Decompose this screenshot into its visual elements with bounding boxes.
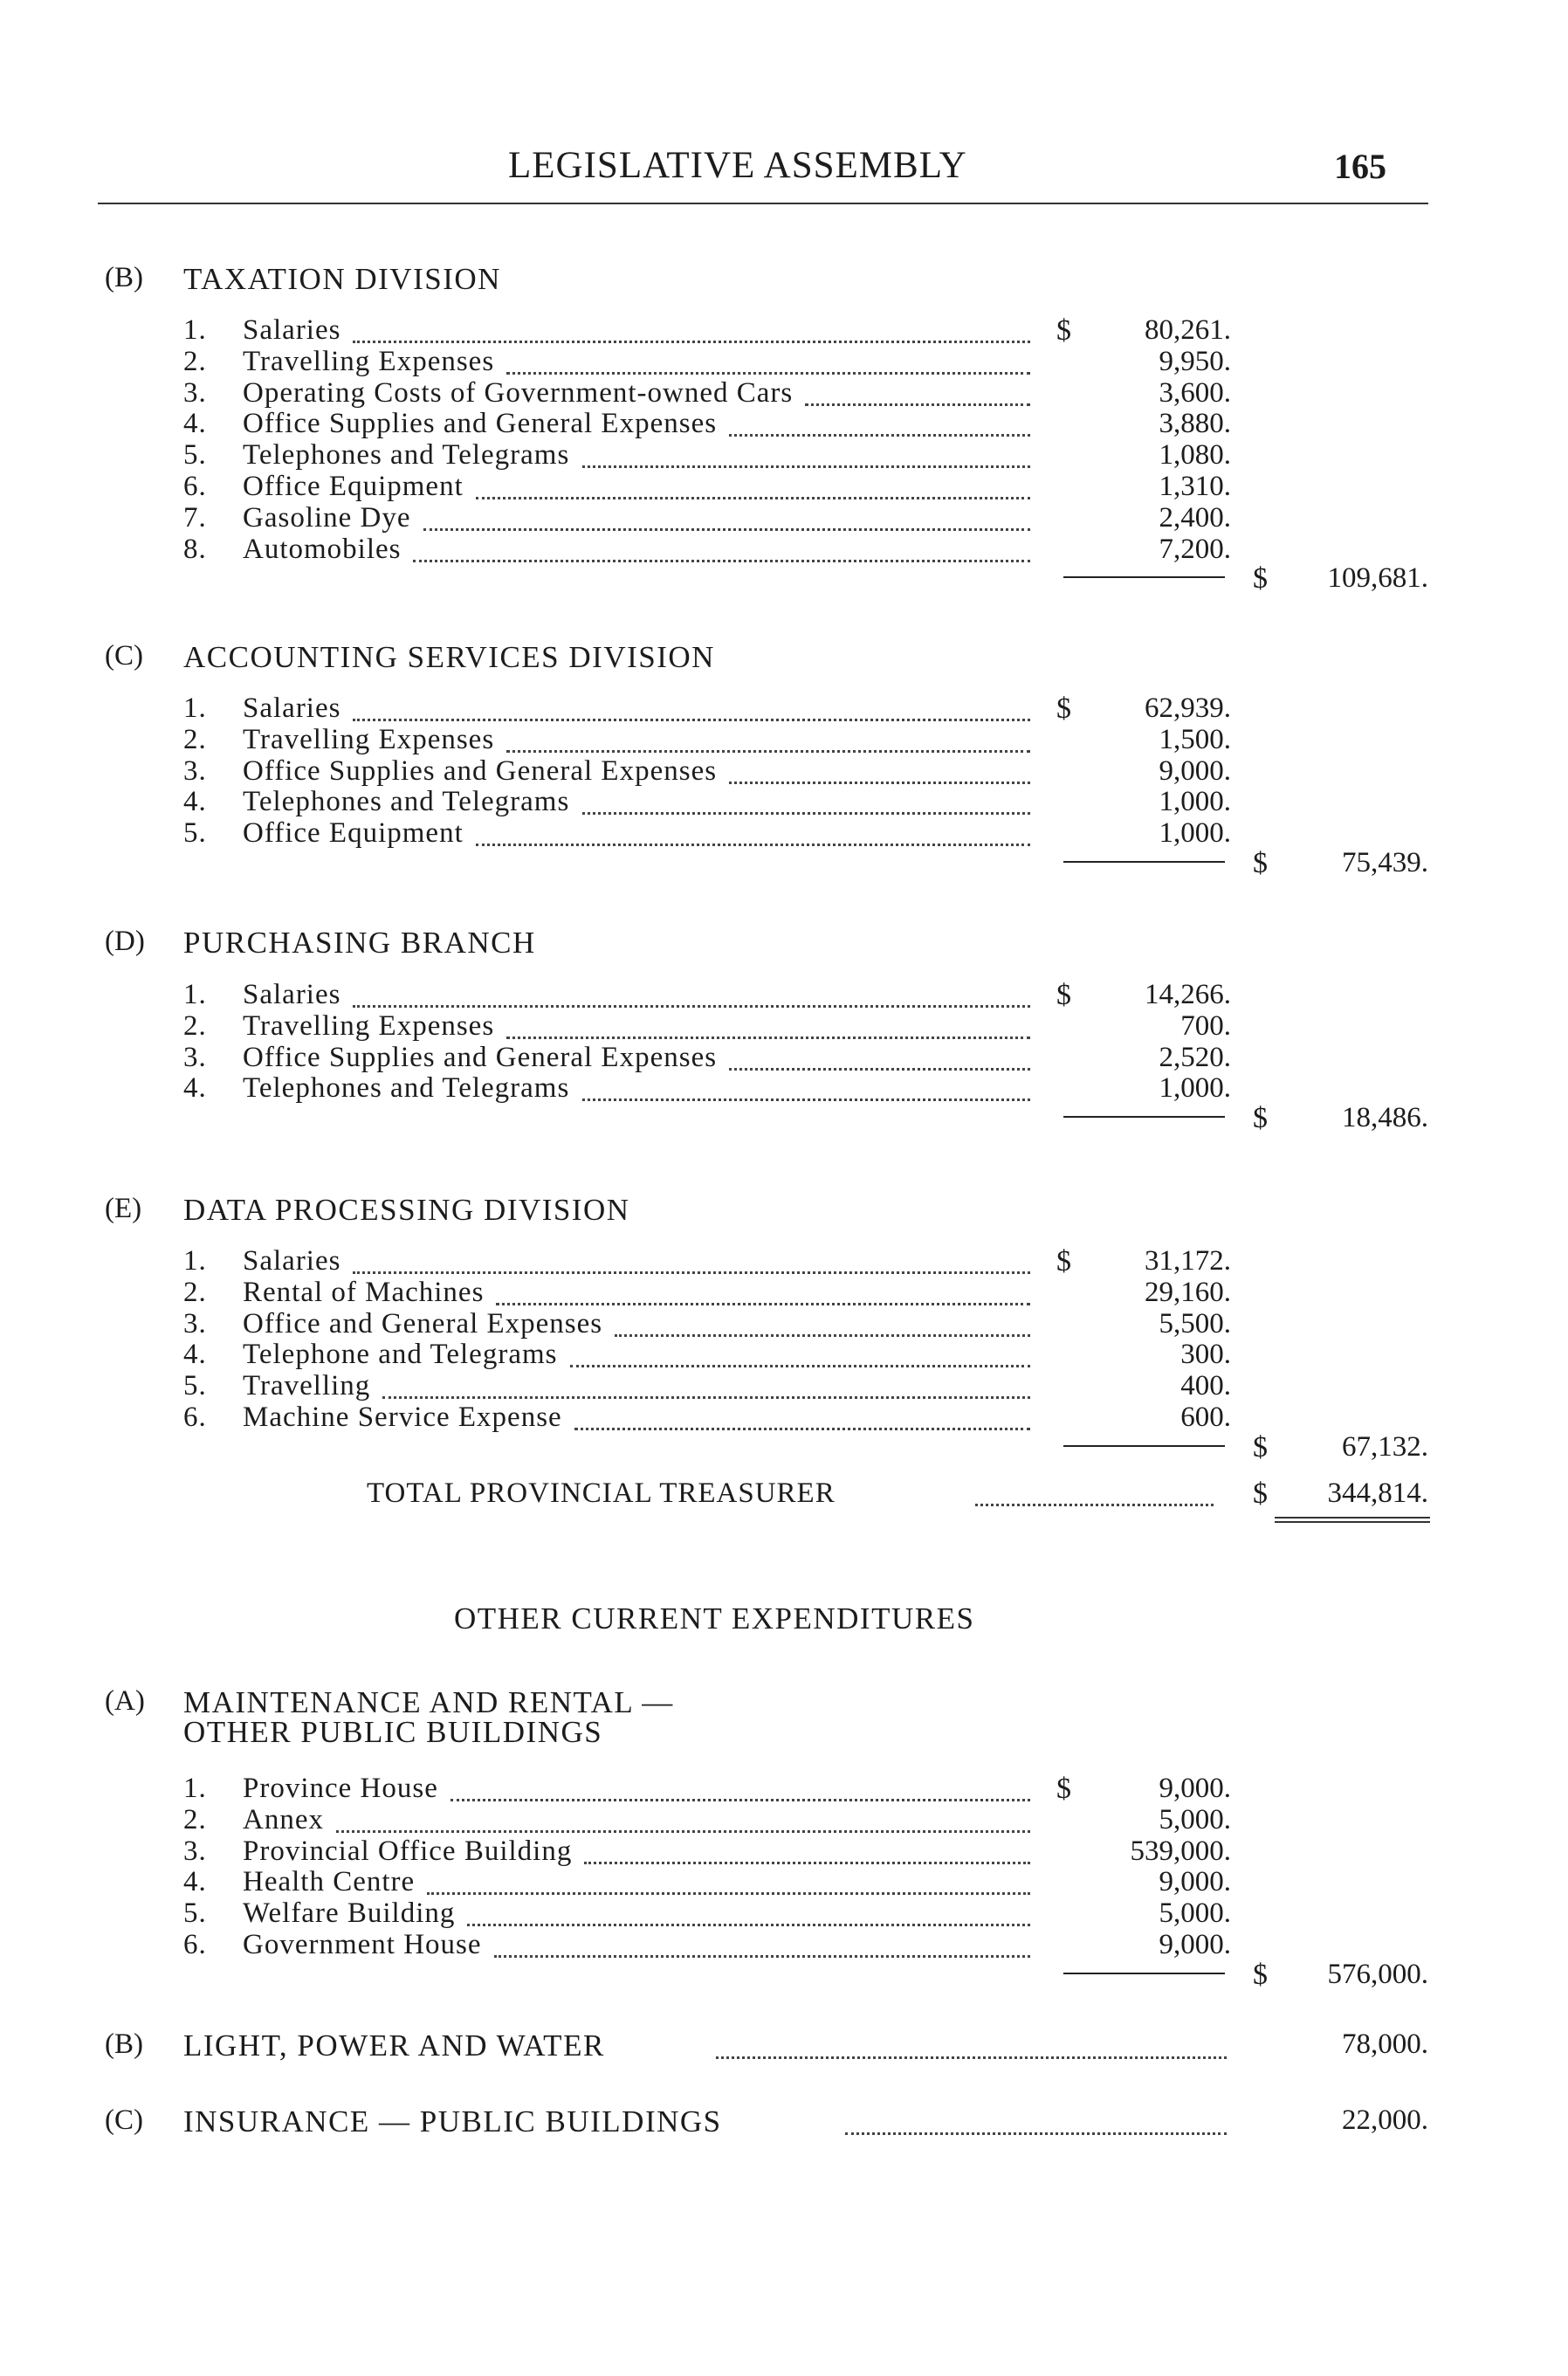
currency-symbol: $ [1253,847,1268,879]
leader-dots [805,403,1030,406]
section-title: ACCOUNTING SERVICES DIVISION [183,640,715,674]
leader-dots [845,2132,1227,2135]
header-rule [98,203,1428,204]
currency-symbol: $ [1253,1102,1268,1135]
item-amount: 31,172. [1145,1245,1231,1277]
item-amount: 29,160. [1145,1276,1231,1308]
leader-dots [353,1005,1030,1008]
item-label: Rental of Machines [243,1276,485,1308]
item-number: 3. [183,376,207,409]
subtotal-rule [1063,576,1225,578]
item-label: Salaries [243,692,341,724]
currency-symbol: $ [1253,562,1268,596]
leader-dots [615,1334,1030,1337]
item-amount: 9,000. [1159,1866,1231,1898]
item-number: 4. [183,1072,207,1105]
item-label: Salaries [243,979,341,1010]
leader-dots [382,1396,1030,1399]
item-amount: 1,080. [1159,439,1231,472]
leader-dots [729,782,1030,784]
item-number: 3. [183,1307,207,1340]
leader-dots [413,560,1030,562]
item-number: 5. [183,817,207,850]
leader-dots [494,1955,1030,1958]
item-number: 2. [183,723,207,755]
item-number: 5. [183,1897,207,1930]
currency-symbol: $ [1056,314,1071,347]
item-amount: 9,000. [1159,1929,1231,1960]
item-label: Office Equipment [243,471,464,502]
leader-dots [506,1036,1030,1039]
item-amount: 1,000. [1159,786,1231,818]
item-label: Salaries [243,1245,341,1277]
item-number: 2. [183,345,207,377]
section-title: INSURANCE — PUBLIC BUILDINGS [183,2104,722,2138]
item-number: 4. [183,1339,207,1371]
item-amount: 9,000. [1159,1773,1231,1804]
item-number: 2. [183,1803,207,1835]
leader-dots [582,1098,1030,1101]
item-label: Office Supplies and General Expenses [243,1041,718,1073]
item-amount: 3,600. [1159,376,1231,409]
item-label: Telephones and Telegrams [243,786,570,818]
other-heading: OTHER CURRENT EXPENDITURES [454,1601,975,1636]
item-amount: 1,500. [1159,723,1231,755]
item-number: 5. [183,439,207,472]
item-number: 6. [183,1929,207,1960]
leader-dots [336,1830,1030,1833]
leader-dots [582,465,1030,468]
item-amount: 1,310. [1159,471,1231,502]
item-amount: 3,880. [1159,408,1231,440]
section-letter: (E) [105,1193,142,1224]
item-number: 6. [183,471,207,502]
item-label: Provincial Office Building [243,1835,573,1867]
item-label: Government House [243,1929,482,1960]
section-total: 67,132. [1342,1430,1428,1463]
item-number: 4. [183,1866,207,1898]
leader-dots [423,528,1030,531]
item-label: Travelling [243,1370,371,1402]
section-letter: (A) [105,1685,145,1717]
item-label: Welfare Building [243,1897,456,1930]
currency-symbol: $ [1056,692,1071,725]
item-label: Operating Costs of Government-owned Cars [243,376,794,409]
currency-symbol: $ [1056,1773,1071,1805]
leader-dots [729,1068,1030,1071]
currency-symbol: $ [1253,1477,1268,1510]
item-amount: 1,000. [1159,1072,1231,1105]
leader-dots [975,1504,1214,1506]
item-amount: 80,261. [1145,314,1231,346]
leader-dots [582,812,1030,815]
item-amount: 14,266. [1145,979,1231,1010]
item-label: Machine Service Expense [243,1401,562,1433]
item-number: 8. [183,533,207,565]
section-letter: (C) [105,640,143,671]
item-label: Telephone and Telegrams [243,1339,558,1371]
leader-dots [476,844,1030,846]
section-total: 22,000. [1342,2104,1428,2136]
section-title: LIGHT, POWER AND WATER [183,2028,605,2063]
item-number: 4. [183,408,207,440]
leader-dots [506,750,1030,753]
grand-total-label: TOTAL PROVINCIAL TREASURER [367,1477,836,1509]
item-number: 3. [183,1835,207,1867]
item-label: Telephones and Telegrams [243,439,570,472]
currency-symbol: $ [1056,1245,1071,1278]
item-number: 5. [183,1370,207,1402]
leader-dots [496,1303,1030,1305]
section-title: DATA PROCESSING DIVISION [183,1193,630,1227]
item-number: 7. [183,501,207,534]
item-amount: 539,000. [1130,1835,1231,1867]
item-amount: 5,000. [1159,1897,1231,1930]
page-header-title: LEGISLATIVE ASSEMBLY [508,145,967,186]
subtotal-rule [1063,1973,1225,1974]
item-amount: 700. [1180,1009,1231,1042]
item-label: Office Supplies and General Expenses [243,408,718,440]
item-number: 4. [183,786,207,818]
item-label: Province House [243,1773,438,1804]
item-amount: 400. [1180,1370,1231,1402]
leader-dots [729,434,1030,437]
leader-dots [467,1924,1030,1926]
section-total: 109,681. [1327,562,1428,595]
section-total: 78,000. [1342,2028,1428,2060]
item-number: 1. [183,979,207,1010]
section-title: MAINTENANCE AND RENTAL — [183,1685,674,1719]
item-label: Office and General Expenses [243,1307,603,1340]
item-label: Office Supplies and General Expenses [243,754,718,787]
item-amount: 9,950. [1159,345,1231,377]
leader-dots [584,1862,1030,1864]
item-number: 1. [183,1773,207,1804]
item-number: 3. [183,754,207,787]
item-number: 1. [183,692,207,724]
leader-dots [353,1271,1030,1274]
leader-dots [476,497,1030,499]
item-number: 3. [183,1041,207,1073]
section-total: 75,439. [1342,847,1428,878]
item-label: Health Centre [243,1866,416,1898]
item-amount: 2,400. [1159,501,1231,534]
section-total: 576,000. [1327,1958,1428,1990]
item-label: Annex [243,1803,324,1835]
double-underline [1275,1517,1430,1523]
item-label: Automobiles [243,533,402,565]
item-amount: 9,000. [1159,754,1231,787]
item-amount: 1,000. [1159,817,1231,850]
subtotal-rule [1063,1116,1225,1118]
item-amount: 62,939. [1145,692,1231,724]
section-title: TAXATION DIVISION [183,262,501,296]
leader-dots [570,1365,1030,1367]
leader-dots [506,372,1030,375]
grand-total-amount: 344,814. [1327,1477,1428,1509]
item-number: 2. [183,1276,207,1308]
item-number: 1. [183,1245,207,1277]
section-letter: (B) [105,2028,143,2060]
subtotal-rule [1063,861,1225,863]
item-number: 1. [183,314,207,346]
leader-dots [353,719,1030,721]
item-amount: 600. [1180,1401,1231,1433]
item-amount: 5,000. [1159,1803,1231,1835]
leader-dots [716,2056,1227,2059]
item-label: Office Equipment [243,817,464,850]
section-title: PURCHASING BRANCH [183,926,536,960]
currency-symbol: $ [1253,1430,1268,1463]
subtotal-rule [1063,1445,1225,1447]
item-number: 2. [183,1009,207,1042]
item-label: Travelling Expenses [243,723,495,755]
section-total: 18,486. [1342,1102,1428,1134]
item-amount: 300. [1180,1339,1231,1371]
leader-dots [353,341,1030,343]
currency-symbol: $ [1253,1958,1268,1991]
section-letter: (D) [105,926,145,957]
leader-dots [427,1892,1030,1895]
section-title: OTHER PUBLIC BUILDINGS [183,1715,603,1749]
item-label: Travelling Expenses [243,1009,495,1042]
item-amount: 5,500. [1159,1307,1231,1340]
item-number: 6. [183,1401,207,1433]
item-label: Salaries [243,314,341,346]
section-letter: (C) [105,2104,143,2136]
leader-dots [574,1428,1030,1430]
item-amount: 2,520. [1159,1041,1231,1073]
page-number: 165 [1334,147,1386,186]
item-label: Gasoline Dye [243,501,411,534]
item-amount: 7,200. [1159,533,1231,565]
item-label: Telephones and Telegrams [243,1072,570,1105]
item-label: Travelling Expenses [243,345,495,377]
leader-dots [450,1799,1030,1801]
section-letter: (B) [105,262,143,293]
currency-symbol: $ [1056,979,1071,1011]
